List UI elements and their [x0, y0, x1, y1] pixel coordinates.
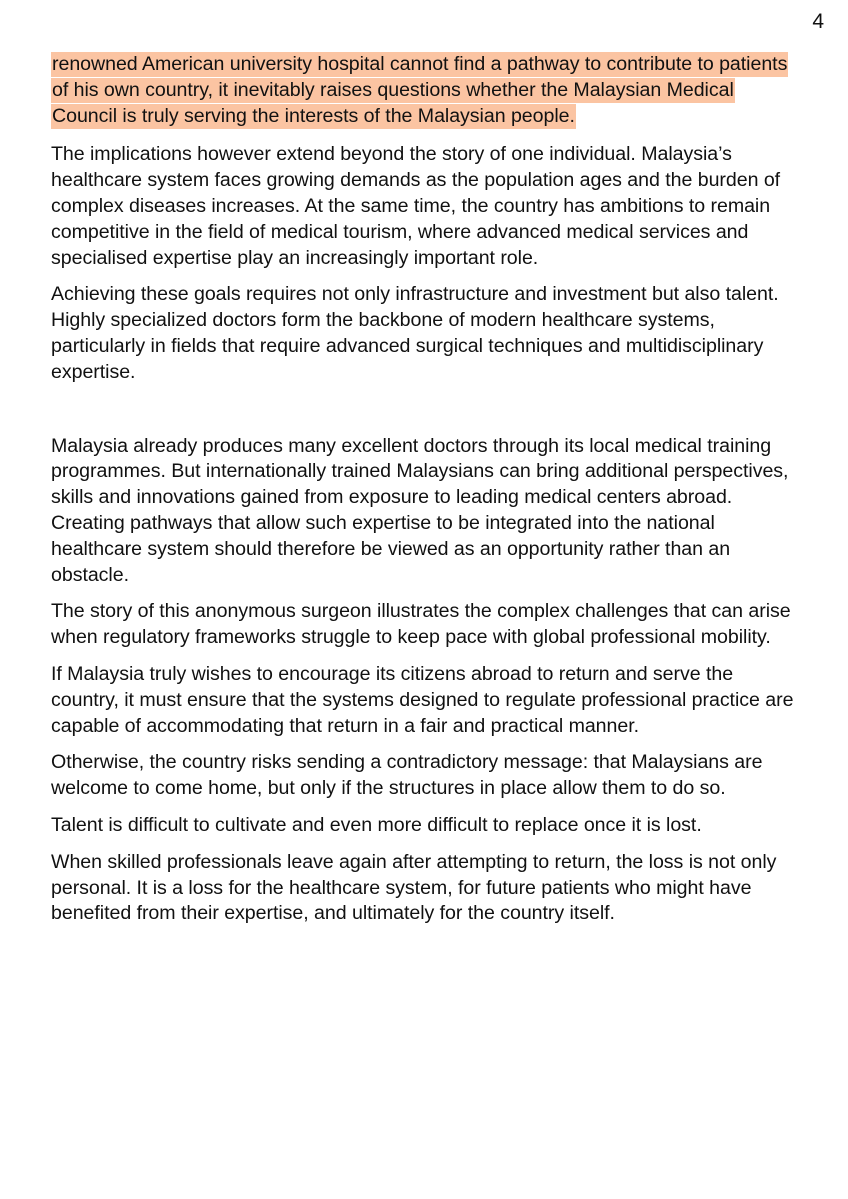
paragraph: Malaysia already produces many excellent doctors through its local medical training programmes. But internationally trained Malaysians can bring additional perspectives, skills and innovations gained from exposure to leading medical centers abroad. Creating pathways that allow such expertise to be integrated into the national healthcare system should therefore be viewed as an opportunity rather than an obstacle. [51, 434, 789, 586]
paragraph: When skilled professionals leave again after attempting to return, the loss is not only personal. It is a loss for the healthcare system, for future patients who might have benefited from their expertise, and ultimately for the country itself. [51, 850, 777, 925]
document-body [51, 52, 801, 938]
paragraph: Achieving these goals requires not only infrastructure and investment but also talent. Highly specialized doctors form the backbone of modern healthcare systems, particularly in fields that require advanced surgical techniques and multidisciplinary expertise. [51, 283, 779, 383]
paragraph: Otherwise, the country risks sending a contradictory message: that Malaysians are welcome to come home, but only if the structures in place allow them to do so. [51, 751, 763, 800]
paragraph: Talent is difficult to cultivate and even more difficult to replace once it is lost. [51, 813, 702, 836]
paragraph-highlighted [51, 52, 801, 129]
highlighted-text[interactable]: renowned American university hospital cannot find a pathway to contribute to patients of his own country, it inevitably raises questions whether the Malaysian Medical Council is truly serving the interests of the Malaysian people. [52, 53, 788, 127]
paragraph-gap [51, 397, 801, 434]
paragraph: The story of this anonymous surgeon illustrates the complex challenges that can arise when regulatory frameworks struggle to keep pace with global professional mobility. [51, 600, 791, 649]
paragraph: If Malaysia truly wishes to encourage its citizens abroad to return and serve the country, it must ensure that the systems designed to regulate professional practice are capable of accommodating that return in a fair and practical manner. [51, 662, 794, 737]
page-number: 4 [812, 10, 824, 33]
paragraph: The implications however extend beyond the story of one individual. Malaysia’s healthcare system faces growing demands as the population ages and the burden of complex diseases increases. At the same time, the country has ambitions to remain competitive in the field of medical tourism, where advanced medical services and specialised expertise play an increasingly important role. [51, 143, 781, 269]
